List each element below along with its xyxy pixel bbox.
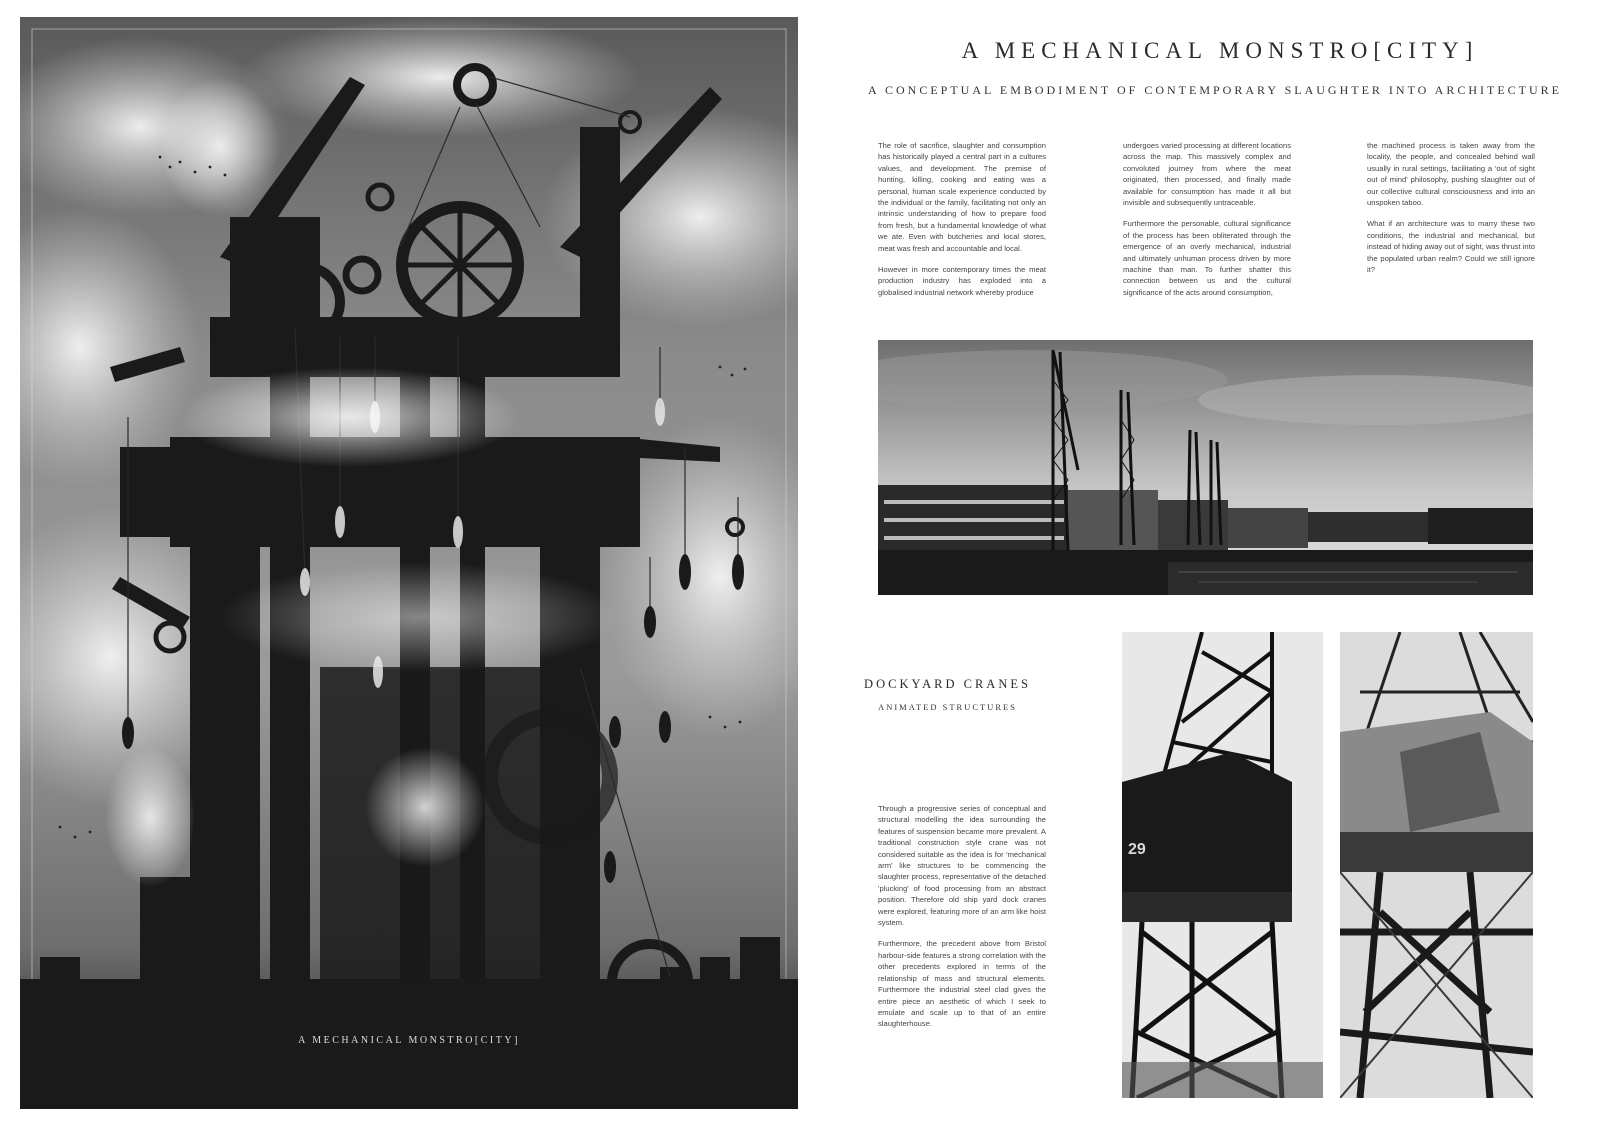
- crane-number-label: 29: [1128, 841, 1146, 858]
- intro-column-2: [1123, 140, 1291, 308]
- harbour-cranes-image: [878, 340, 1533, 595]
- crane-closeup-photo-1: [1122, 632, 1323, 1098]
- mechanical-tower-illustration: [20, 17, 798, 1109]
- harbour-cranes-photo: [878, 340, 1533, 595]
- poster-caption: A MECHANICAL MONSTRO[CITY]: [298, 1035, 520, 1046]
- paragraph: the machined process is taken away from the locality, the people, and concealed behind wall usually in rural settings, facilitating a 'out of sight out of mind' philosophy, pushing slaughter out of our collective cultural consciousness and into an unspoken taboo.: [1367, 141, 1535, 208]
- paragraph: Furthermore, the precedent above from Bristol harbour-side features a strong correlation with the other precedents explored in terms of the relationship of mass and structural elements. Furthermore the industrial steel clad gives the entire piece an aesthetic of which I seek to emulate and scale up to that of an entire slaughterhouse.: [878, 939, 1046, 1029]
- paragraph: Through a progressive series of conceptual and structural modelling the idea surrounding the features of suspension became more prevalent. A traditional construction style crane was not considered suitable as the idea is for 'mechanical arm' like structures to be commencing the slaughter process, representative of the detached 'plucking' of food processing from an abstract position. Therefore old ship yard dock cranes were explored, featuring more of an arm like hoist system.: [878, 804, 1046, 928]
- paragraph: However in more contemporary times the meat production industry has exploded into a globalised industrial network whereby produce: [878, 265, 1046, 297]
- crane-closeup-photo-2: [1340, 632, 1533, 1098]
- paragraph: undergoes varied processing at different locations across the map. This massively complex and convoluted journey from where the meat originated, then processed, and finally made available for consumption has made it all but invisible and subsequently untraceable.: [1123, 141, 1291, 208]
- paragraph: What if an architecture was to marry these two conditions, the industrial and mechanical, but instead of hiding away out of sight, was thrust into the populated urban realm? Could we still ignore it?: [1367, 219, 1535, 275]
- intro-column-1: [878, 140, 1046, 308]
- crane-closeup-image-2: [1340, 632, 1533, 1098]
- section-subtitle: ANIMATED STRUCTURES: [878, 702, 1017, 712]
- section-title: DOCKYARD CRANES: [864, 677, 1031, 691]
- intro-column-3: [1367, 140, 1535, 285]
- page-title: A MECHANICAL MONSTRO[CITY]: [961, 38, 1479, 63]
- section-body: [878, 803, 1046, 1040]
- crane-closeup-image-1: [1122, 632, 1323, 1098]
- paragraph: The role of sacrifice, slaughter and consumption has historically played a central part in a cultures values, and development. The premise of hunting, killing, cooking and eating was a personal, human scale experience conducted by the individual or the family, facilitating not only an intrinsic understanding of how to prepare food from fresh, but a fundamental knowledge of what we ate. Even with butcheries and local stores, meat was fresh and accountable and local.: [878, 141, 1046, 253]
- page-subtitle: A CONCEPTUAL EMBODIMENT OF CONTEMPORARY SLAUGHTER INTO ARCHITECTURE: [867, 83, 1563, 97]
- poster-illustration: [20, 17, 798, 1109]
- paragraph: Furthermore the personable, cultural significance of the process has been obliterated through the emergence of an overly mechanical, industrial and ultimately unhuman process driven by more machine than man. To further shatter this connection between us and the cultural significance of the acts around consumption,: [1123, 219, 1291, 297]
